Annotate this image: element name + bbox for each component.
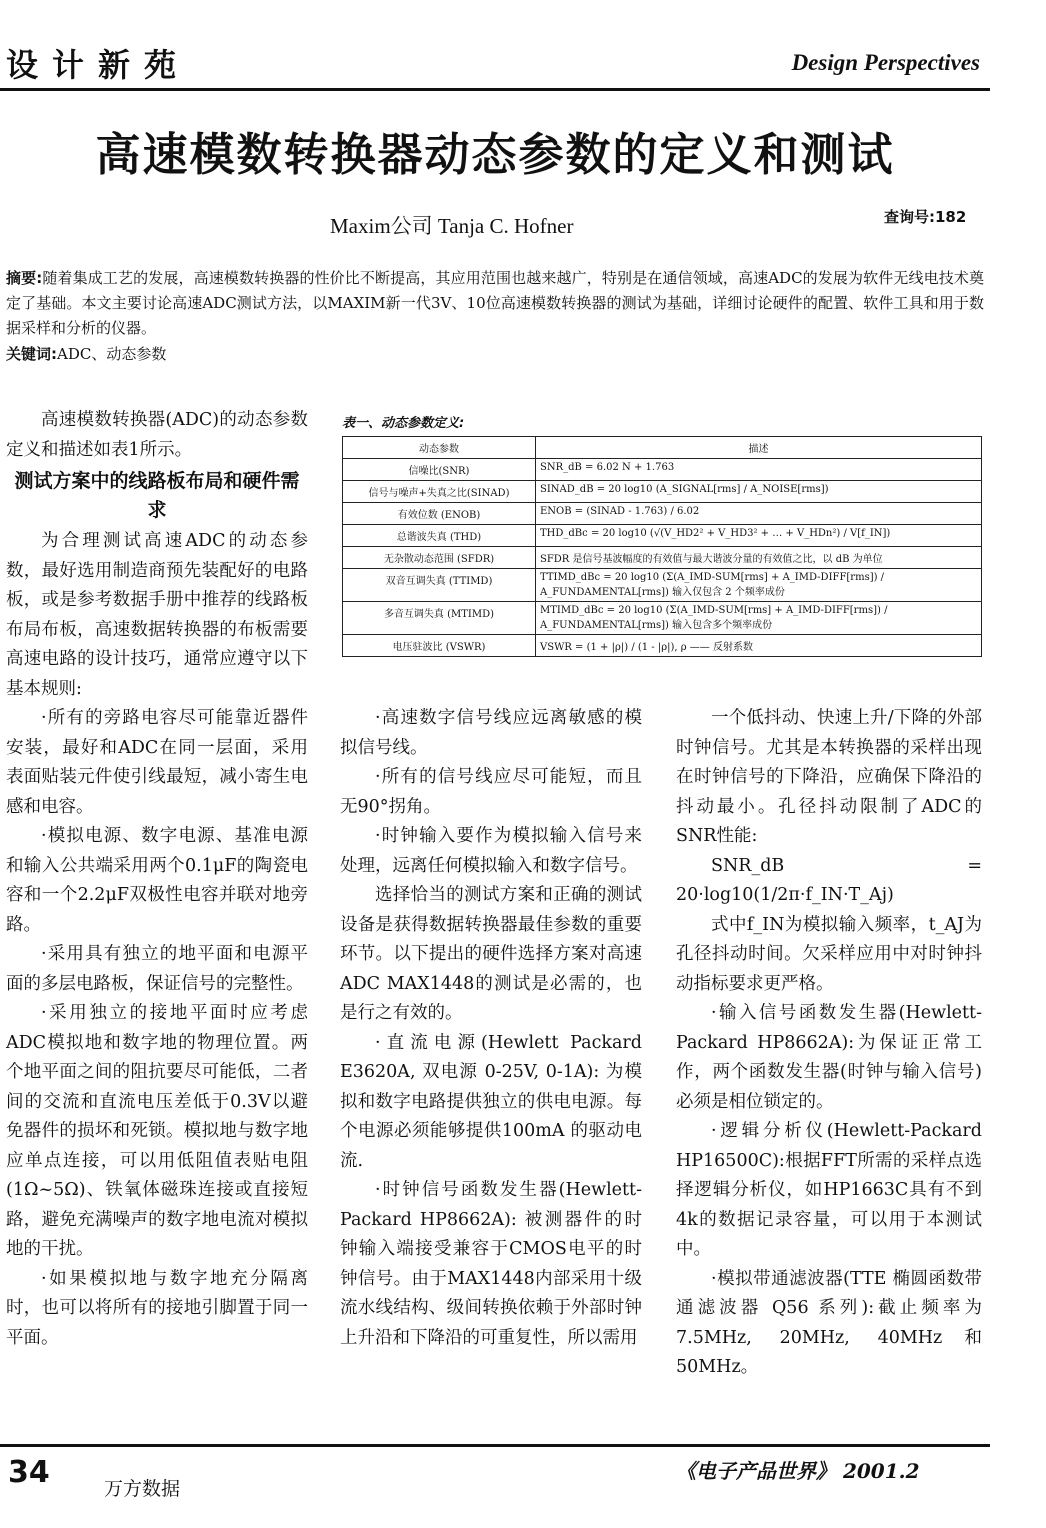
param-name: 电压驻波比 (VSWR) bbox=[343, 635, 536, 657]
param-name: 信噪比(SNR) bbox=[343, 459, 536, 481]
paragraph: ·直流电源(Hewlett Packard E3620A, 双电源 0-25V, 0-1A): 为模拟和数字电路提供独立的供电电源。每个电源必须能够提供100mA 的驱动电流. bbox=[340, 1032, 642, 1171]
abstract-label: 摘要: bbox=[6, 269, 43, 287]
paragraph: ·采用独立的接地平面时应考虑ADC模拟地和数字地的物理位置。两个地平面之间的阻抗要尽可能低，二者间的交流和直流电压差低于0.3V以避免器件的损坏和死锁。模拟地与数字地应单点连接，可以用低阻值表贴电阻(1Ω~5Ω)、铁氧体磁珠连接或直接短路，避免充满噪声的数字地电流对模拟地的干扰。 bbox=[6, 1003, 308, 1259]
paragraph: 选择恰当的测试方案和正确的测试设备是获得数据转换器最佳参数的重要环节。以下提出的硬件选择方案对高速ADC MAX1448的测试是必需的，也是行之有效的。 bbox=[340, 885, 642, 1023]
journal-name: 《电子产品世界》 2001.2 bbox=[676, 1459, 920, 1483]
param-name: 有效位数 (ENOB) bbox=[343, 503, 536, 525]
author-line: Maxim公司 Tanja C. Hofner bbox=[330, 214, 574, 238]
column-3 bbox=[676, 704, 982, 1383]
footer-rule bbox=[0, 1444, 990, 1447]
paragraph: ·模拟电源、数字电源、基准电源和输入公共端采用两个0.1μF的陶瓷电容和一个2.2μF双极性电容并联对地旁路。 bbox=[6, 826, 308, 935]
table-header-cell: 动态参数 bbox=[343, 437, 536, 459]
paragraph: ·所有的信号线应尽可能短，而且无90°拐角。 bbox=[340, 767, 642, 817]
table-row bbox=[343, 569, 982, 602]
page-number: 34 bbox=[8, 1455, 50, 1490]
paragraph: ·高速数字信号线应远离敏感的模拟信号线。 bbox=[340, 708, 642, 758]
paragraph: 式中f_IN为模拟输入频率，t_AJ为孔径抖动时间。欠采样应用中对时钟抖动指标要求更严格。 bbox=[676, 914, 982, 994]
intro-paragraph: 高速模数转换器(ADC)的动态参数定义和描述如表1所示。 bbox=[6, 410, 308, 460]
table-row bbox=[343, 602, 982, 635]
table-row bbox=[343, 525, 982, 547]
param-name: 无杂散动态范围 (SFDR) bbox=[343, 547, 536, 569]
paragraph: ·所有的旁路电容尽可能靠近器件安装，最好和ADC在同一层面，采用表面贴装元件使引线最短，减小寄生电感和电容。 bbox=[6, 708, 308, 817]
column-2 bbox=[340, 704, 642, 1353]
param-desc: MTIMD_dBc = 20 log10 (Σ(A_IMD-SUM[rms] + A_IMD-DIFF[rms]) / A_FUNDAMENTAL[rms]) 输入包含多个频率成份 bbox=[536, 602, 982, 635]
watermark: 万方数据 bbox=[104, 1478, 181, 1500]
column-label: 设计新苑 bbox=[6, 46, 191, 84]
param-name: 总谐波失真 (THD) bbox=[343, 525, 536, 547]
paragraph: ·时钟信号函数发生器(Hewlett-Packard HP8662A): 被测器件的时钟输入端接受兼容于CMOS电平的时钟信号。由于MAX1448内部采用十级流水线结构、级间转换依赖于外部时钟上升沿和下降沿的可重复性，所以需用 bbox=[340, 1180, 642, 1348]
section-title: 测试方案中的线路板布局和硬件需求 bbox=[14, 470, 300, 521]
param-desc: SNR_dB = 6.02 N + 1.763 bbox=[536, 459, 982, 481]
keywords-text: ADC、动态参数 bbox=[57, 345, 167, 363]
paragraph: ·逻辑分析仪(Hewlett-Packard HP16500C):根据FFT所需的采样点选择逻辑分析仪，如HP1663C具有不到4k的数据记录容量，可以用于本测试中。 bbox=[676, 1121, 982, 1259]
column-1 bbox=[6, 406, 308, 1353]
table-header-row bbox=[343, 437, 982, 459]
keywords-label: 关键词: bbox=[6, 345, 57, 363]
table-row bbox=[343, 635, 982, 657]
dynamic-parameter-table bbox=[342, 436, 982, 657]
param-desc: TTIMD_dBc = 20 log10 (Σ(A_IMD-SUM[rms] + A_IMD-DIFF[rms]) / A_FUNDAMENTAL[rms]) 输入仅包含 2 个频率成份 bbox=[536, 569, 982, 602]
english-column-label: Design Perspectives bbox=[791, 50, 980, 75]
param-desc: VSWR = (1 + |ρ|) / (1 - |ρ|), ρ —— 反射系数 bbox=[536, 635, 982, 657]
table-title: 表一、动态参数定义: bbox=[342, 416, 465, 431]
table-row bbox=[343, 503, 982, 525]
article-title: 高速模数转换器动态参数的定义和测试 bbox=[95, 128, 895, 181]
keywords bbox=[6, 343, 166, 364]
snr-formula: SNR_dB = 20·log10(1/2π·f_IN·T_Aj) bbox=[676, 855, 982, 905]
header-rule bbox=[0, 88, 990, 91]
param-desc: SFDR 是信号基波幅度的有效值与最大谐波分量的有效值之比，以 dB 为单位 bbox=[536, 547, 982, 569]
paragraph: 一个低抖动、快速上升/下降的外部时钟信号。尤其是本转换器的采样出现在时钟信号的下降沿，应确保下降沿的抖动最小。孔径抖动限制了ADC的SNR性能: bbox=[676, 708, 982, 846]
paragraph: ·时钟输入要作为模拟输入信号来处理，远离任何模拟输入和数字信号。 bbox=[340, 826, 642, 876]
table-row bbox=[343, 547, 982, 569]
param-desc: THD_dBc = 20 log10 (√(V_HD2² + V_HD3² + … + V_HDn²) / V[f_IN]) bbox=[536, 525, 982, 547]
param-name: 多音互调失真 (MTIMD) bbox=[343, 602, 536, 635]
table-header-cell: 描述 bbox=[536, 437, 982, 459]
abstract bbox=[6, 266, 984, 341]
param-desc: ENOB = (SINAD - 1.763) / 6.02 bbox=[536, 503, 982, 525]
param-name: 信号与噪声+失真之比(SINAD) bbox=[343, 481, 536, 503]
param-desc: SINAD_dB = 20 log10 (A_SIGNAL[rms] / A_NOISE[rms]) bbox=[536, 481, 982, 503]
paragraph: 为合理测试高速ADC的动态参数，最好选用制造商预先装配好的电路板，或是参考数据手册中推荐的线路板布局布板，高速数据转换器的布板需要高速电路的设计技巧，通常应遵守以下基本规则: bbox=[6, 531, 308, 699]
table-row bbox=[343, 481, 982, 503]
paragraph: ·模拟带通滤波器(TTE 椭圆函数带通滤波器 Q56 系列):截止频率为7.5MHz, 20MHz, 40MHz和 50MHz。 bbox=[676, 1268, 982, 1377]
paragraph: ·输入信号函数发生器(Hewlett-Packard HP8662A):为保证正常工作，两个函数发生器(时钟与输入信号)必须是相位锁定的。 bbox=[676, 1003, 982, 1112]
query-number: 查询号:182 bbox=[884, 208, 967, 226]
param-name: 双音互调失真 (TTIMD) bbox=[343, 569, 536, 602]
paragraph: ·采用具有独立的地平面和电源平面的多层电路板，保证信号的完整性。 bbox=[6, 944, 308, 994]
paragraph: ·如果模拟地与数字地充分隔离时，也可以将所有的接地引脚置于同一平面。 bbox=[6, 1268, 308, 1348]
table-row bbox=[343, 459, 982, 481]
abstract-text: 随着集成工艺的发展，高速模数转换器的性价比不断提高，其应用范围也越来越广，特别是在通信领域，高速ADC的发展为软件无线电技术奠定了基础。本文主要讨论高速ADC测试方法，以MAXIM新一代3V、10位高速模数转换器的测试为基础，详细讨论硬件的配置、软件工具和用于数据采样和分析的仪器。 bbox=[6, 269, 985, 337]
